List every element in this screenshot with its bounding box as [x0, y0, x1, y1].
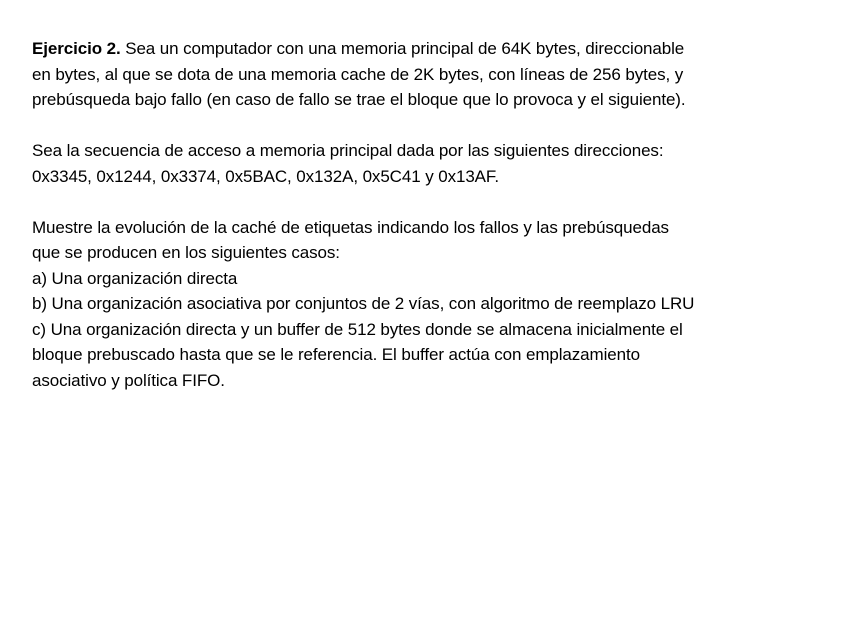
address-sequence: 0x3345, 0x1244, 0x3374, 0x5BAC, 0x132A, 0x5C41 y 0x13AF.: [32, 166, 499, 186]
task-line-2: que se producen en los siguientes casos:: [32, 243, 340, 262]
case-c-line-2: bloque prebuscado hasta que se le referencia. El buffer actúa con emplazamiento: [32, 345, 640, 364]
exercise-heading: Ejercicio 2.: [32, 39, 121, 58]
task-paragraph: [32, 215, 812, 394]
case-c-line-3: asociativo y política FIFO.: [32, 370, 225, 390]
intro-text-1: Sea un computador con una memoria principal de 64K bytes, direccionable: [120, 39, 685, 58]
case-a: a) Una organización directa: [32, 268, 238, 288]
case-c-line-1: c) Una organización directa y un buffer de 512 bytes donde se almacena inicialmente el: [32, 319, 683, 339]
intro-paragraph: [32, 36, 812, 113]
exercise-document: [32, 36, 812, 419]
sequence-paragraph: [32, 138, 812, 189]
intro-line-1: [32, 36, 812, 62]
task-line-1: Muestre la evolución de la caché de etiquetas indicando los fallos y las prebúsquedas: [32, 217, 669, 237]
case-b: b) Una organización asociativa por conjuntos de 2 vías, con algoritmo de reemplazo LRU: [32, 294, 695, 313]
intro-line-2: en bytes, al que se dota de una memoria cache de 2K bytes, con líneas de 256 bytes, y: [32, 64, 684, 84]
sequence-line-1: Sea la secuencia de acceso a memoria principal dada por las siguientes direcciones:: [32, 141, 664, 160]
intro-line-3: prebúsqueda bajo fallo (en caso de fallo se trae el bloque que lo provoca y el siguiente).: [32, 90, 686, 109]
